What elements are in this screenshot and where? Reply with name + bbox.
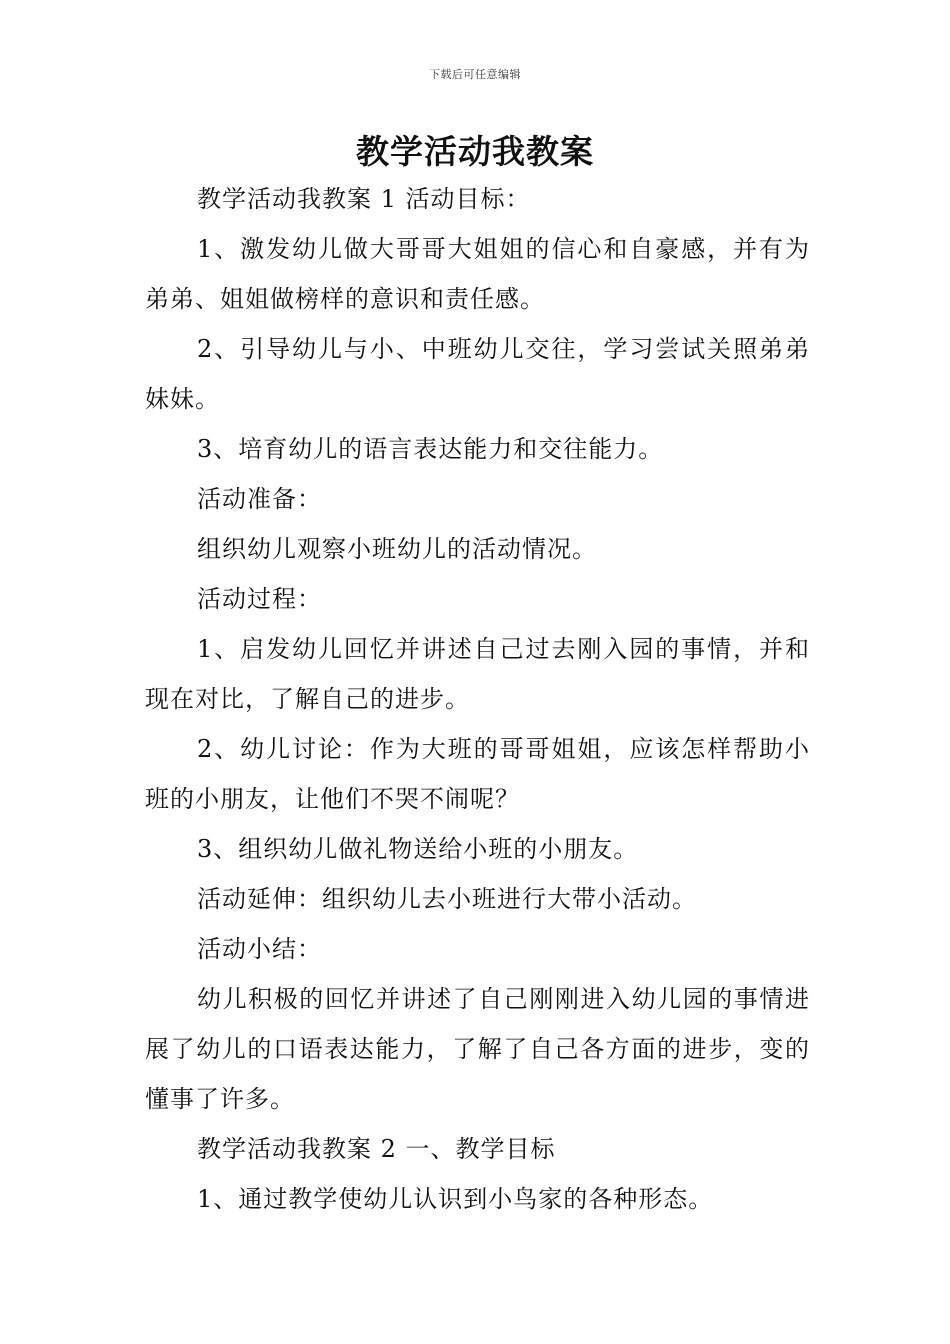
paragraph: 3、组织幼儿做礼物送给小班的小朋友。	[197, 835, 639, 863]
paragraph: 3、培育幼儿的语言表达能力和交往能力。	[197, 435, 664, 463]
header-note: 下载后可任意编辑	[429, 68, 521, 81]
paragraph: 组织幼儿观察小班幼儿的活动情况。	[197, 535, 597, 563]
paragraph: 1、启发幼儿回忆并讲述自己过去刚入园的事情，并和现在对比，了解自己的进步。	[145, 635, 810, 713]
paragraph: 教学活动我教案 2 一、教学目标	[197, 1135, 556, 1163]
paragraph: 2、引导幼儿与小、中班幼儿交往，学习尝试关照弟弟妹妹。	[145, 335, 810, 413]
paragraph: 教学活动我教案 1 活动目标：	[197, 185, 531, 213]
paragraph: 活动准备：	[197, 485, 322, 513]
paragraph: 1、通过教学使幼儿认识到小鸟家的各种形态。	[197, 1185, 714, 1213]
paragraph: 活动延伸：组织幼儿去小班进行大带小活动。	[197, 885, 697, 913]
paragraph: 幼儿积极的回忆并讲述了自己刚刚进入幼儿园的事情进展了幼儿的口语表达能力，了解了自己各方面的进步，变的懂事了许多。	[145, 985, 810, 1113]
document-title: 教学活动我教案	[356, 132, 594, 171]
paragraph: 1、激发幼儿做大哥哥大姐姐的信心和自豪感，并有为弟弟、姐姐做榜样的意识和责任感。	[145, 235, 810, 313]
document-body	[145, 174, 810, 1224]
paragraph: 活动小结：	[197, 935, 322, 963]
paragraph: 2、幼儿讨论：作为大班的哥哥姐姐，应该怎样帮助小班的小朋友，让他们不哭不闹呢？	[145, 735, 810, 813]
paragraph: 活动过程：	[197, 585, 322, 613]
